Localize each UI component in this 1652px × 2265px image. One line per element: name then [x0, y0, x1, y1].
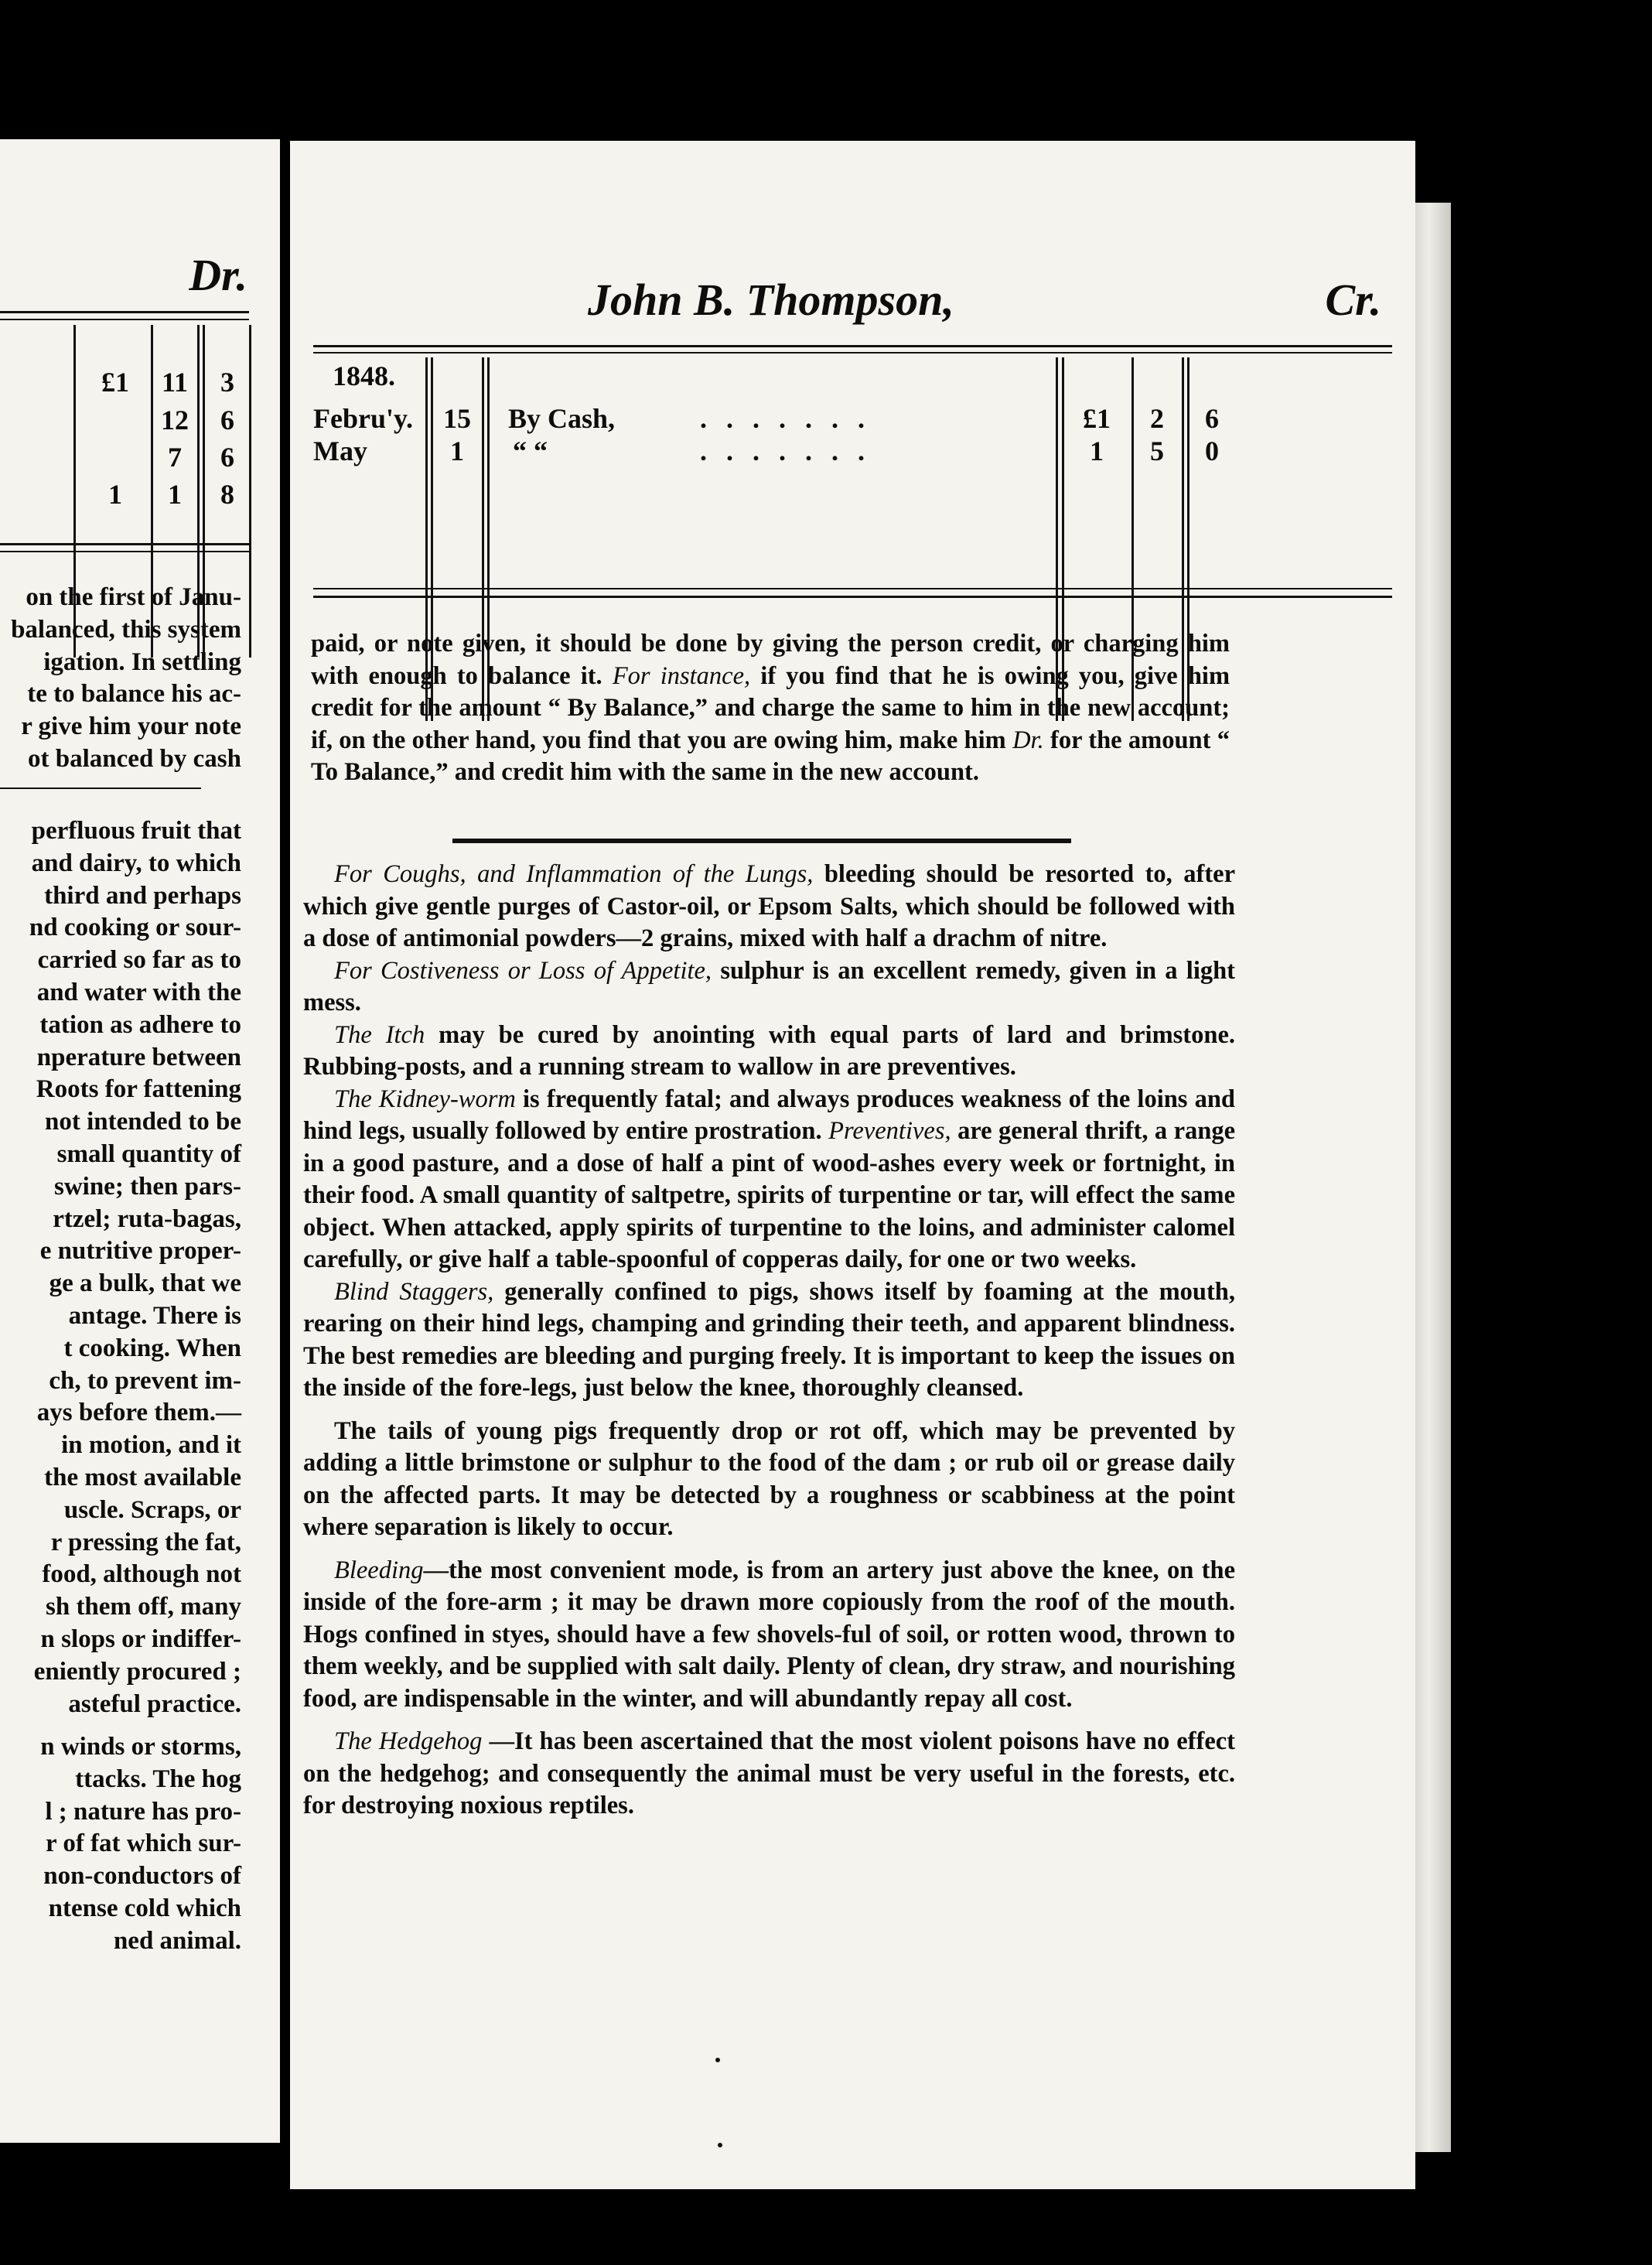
credit-heading: Cr.	[1325, 275, 1381, 325]
text-run: is frequently fatal; and always produces weakness of the loins and hind legs, usually followed by entire prostration.	[303, 1085, 1236, 1145]
text-line: uscle. Scraps, or	[63, 1495, 241, 1524]
blind-staggers-paragraph	[303, 1276, 1235, 1405]
text-line: sh them off, many	[46, 1593, 241, 1621]
balance-text	[311, 628, 1230, 789]
ledger-top-rule	[313, 345, 1392, 347]
text-line: carried so far as to	[37, 946, 241, 975]
text-line: in motion, and it	[61, 1431, 241, 1460]
text-line: small quantity of	[56, 1139, 241, 1168]
text-line: not intended to be	[45, 1108, 241, 1136]
text-line: n slops or indiffer-	[40, 1624, 241, 1653]
text-line: ge a bulk, that we	[49, 1269, 241, 1298]
text-line: r pressing the fat,	[50, 1528, 241, 1556]
left-ledger-pence: 8	[220, 479, 234, 510]
ledger-month: Febru'y.	[313, 403, 414, 434]
page-edge	[1414, 203, 1451, 2152]
text-line: r of fat which sur-	[46, 1829, 241, 1858]
text-line: e nutritive proper-	[39, 1237, 241, 1266]
ledger-bottom-rule-2	[313, 596, 1392, 598]
text-line: third and perhaps	[44, 881, 241, 910]
ledger-description: By Cash,	[508, 403, 616, 434]
text-line: on the first of Janu-	[26, 583, 241, 611]
text-line: the most available	[44, 1463, 241, 1491]
leader-dots: . . . . . . .	[700, 403, 871, 434]
ledger-description: “ “	[513, 436, 548, 466]
text-line: ned animal.	[113, 1926, 241, 1955]
left-ledger-shillings: 11	[161, 367, 188, 398]
left-ledger-pence: 6	[220, 405, 234, 436]
account-holder-heading: John B. Thompson,	[588, 275, 954, 325]
tails-paragraph	[303, 1416, 1235, 1544]
left-text-block-3	[40, 1731, 241, 1958]
left-ledger-divider	[249, 325, 251, 658]
text-line: t cooking. When	[63, 1334, 241, 1362]
text-line: eniently procured ;	[33, 1657, 241, 1686]
text-line: non-conductors of	[43, 1862, 241, 1891]
text-run: if you find that he is owing you, give him credit for the amount “ By Balance,” and charge the same to him in the new account; if, on the other hand, you find that you are owing him, make him	[311, 661, 1230, 754]
italic-run: Dr.	[1012, 726, 1044, 754]
text-line: and dairy, to which	[31, 849, 241, 877]
ledger-pounds: £1	[1083, 403, 1111, 434]
text-run: are general thrift, a range in a good pasture, and a dose of half a pint of wood-ashes every week or fortnight, in their food. A small quantity of saltpetre, spirits of turpentine or tar, will effect the same object. When attacked, apply spirits of turpentine to the loins, and administer calomel carefully, or give half a table-spoonful of copperas daily, for one or two weeks.	[303, 1117, 1236, 1273]
left-ledger-pence: 3	[220, 367, 234, 398]
text-run: may be cured by anointing with equal parts of lard and brimstone. Rubbing-posts, and a running stream to wallow in are preventives.	[303, 1020, 1236, 1081]
bleeding-paragraph	[303, 1555, 1235, 1716]
left-ledger-shillings: 7	[168, 442, 182, 473]
text-line: ays before them.—	[36, 1399, 241, 1427]
ledger-bottom-rule	[313, 588, 1392, 589]
left-section-rule	[0, 787, 201, 789]
left-text-block-2	[29, 815, 241, 1720]
page-mark	[718, 2143, 722, 2147]
left-ledger-pounds: 1	[108, 479, 122, 510]
blind-staggers-title: Blind Staggers,	[334, 1277, 494, 1306]
remedies-text	[303, 859, 1235, 1823]
text-line: balanced, this system	[11, 615, 241, 644]
text-line: antage. There is	[68, 1301, 241, 1330]
italic-run: Preventives,	[828, 1117, 951, 1145]
ledger-pence: 6	[1205, 403, 1219, 434]
text-line: rtzel; ruta-bagas,	[53, 1204, 241, 1233]
hedgehog-title: The Hedgehog	[334, 1727, 483, 1755]
text-line: nd cooking or sour-	[29, 914, 241, 942]
ledger-pence: 0	[1205, 436, 1219, 466]
text-line: and water with the	[36, 978, 241, 1006]
text-line: ntense cold which	[48, 1894, 241, 1922]
ledger-shillings: 2	[1150, 403, 1164, 434]
ledger-day: 15	[443, 403, 471, 434]
text-run: sulphur is an excellent remedy, given in a light mess.	[303, 956, 1236, 1016]
italic-run: For instance,	[612, 661, 751, 690]
text-line: ot balanced by cash	[28, 744, 241, 773]
leader-dots: . . . . . . .	[700, 436, 871, 466]
text-line: food, although not	[42, 1560, 241, 1589]
costiveness-title: For Costiveness or Loss of Appetite,	[334, 956, 712, 985]
text-run: —the most convenient mode, is from an artery just above the knee, on the inside of the fore-arm ; it may be drawn more copiously from the roof of the mouth. Hogs confined in styes, should have a few shovels-ful of soil, or rotten wood, thrown to them weekly, and be supplied with salt daily. Plenty of clean, dry straw, and nourishing food, are indispensable in the winter, and will abundantly repay all cost.	[303, 1556, 1235, 1713]
page-mark	[715, 2058, 720, 2062]
text-line: ch, to prevent im-	[49, 1366, 241, 1395]
left-ledger-bottom-rule-2	[0, 551, 249, 552]
text-line: swine; then pars-	[53, 1172, 241, 1201]
text-line: asteful practice.	[68, 1689, 241, 1718]
text-run: bleeding should be resorted to, after which give gentle purges of Castor-oil, or Epsom Salts, which should be followed with a dose of antimonial powders—2 grains, mixed with half a drachm of nitre.	[303, 860, 1235, 952]
left-page-heading: Dr.	[189, 250, 247, 300]
text-run: paid, or note given, it should be done by giving the person credit, or charging him with enough to balance it.	[311, 630, 1230, 690]
left-ledger-pence: 6	[220, 442, 234, 473]
ledger-year: 1848.	[333, 360, 395, 391]
text-line: ttacks. The hog	[75, 1765, 241, 1793]
costiveness-paragraph	[303, 955, 1235, 1020]
ledger-month: May	[313, 436, 367, 466]
text-line: l ; nature has pro-	[45, 1797, 241, 1826]
bleeding-title: Bleeding	[334, 1556, 424, 1584]
section-divider	[452, 839, 1071, 843]
left-text-block-1	[11, 582, 241, 776]
text-line: te to balance his ac-	[27, 680, 241, 709]
text-line: igation. In settling	[43, 647, 241, 676]
itch-paragraph	[303, 1020, 1235, 1084]
left-heading-rule	[0, 311, 249, 313]
left-heading-rule-2	[0, 319, 249, 320]
text-run: generally confined to pigs, shows itself by foaming at the mouth, rearing on their hind legs, champing and grinding their teeth, and apparent blindness. The best remedies are bleeding and purging freely. It is important to keep the issues on the inside of the fore-legs, just below the knee, thoroughly cleansed.	[303, 1277, 1236, 1402]
right-page	[290, 141, 1415, 2189]
text-line: perfluous fruit that	[31, 817, 241, 845]
coughs-title: For Coughs, and Inflammation of the Lungs,	[334, 860, 814, 888]
ledger-day: 1	[450, 436, 464, 466]
ledger-shillings: 5	[1150, 436, 1164, 466]
ledger-pounds: 1	[1090, 436, 1104, 466]
left-ledger-shillings: 12	[161, 405, 189, 436]
text-line: Roots for fattening	[36, 1075, 241, 1104]
kidney-worm-paragraph	[303, 1084, 1235, 1276]
left-ledger-shillings: 1	[168, 479, 182, 510]
left-ledger-pounds: £1	[101, 367, 129, 398]
text-run: —It has been ascertained that the most violent poisons have no effect on the hedgehog; and consequently the animal must be very useful in the forests, etc. for destroying noxious reptiles.	[303, 1727, 1236, 1819]
hedgehog-paragraph	[303, 1726, 1235, 1823]
coughs-paragraph	[303, 859, 1235, 955]
text-line: r give him your note	[21, 712, 241, 741]
text-line: tation as adhere to	[39, 1010, 241, 1039]
itch-title: The Itch	[334, 1020, 425, 1049]
left-page	[0, 139, 280, 2143]
text-line: nperature between	[36, 1043, 241, 1071]
text-line: n winds or storms,	[40, 1733, 241, 1761]
text-run: The tails of young pigs frequently drop or rot off, which may be prevented by adding a little brimstone or sulphur to the food of the dam ; or rub oil or grease daily on the affected parts. It may be detected by a roughness or scabbiness at the point where separation is likely to occur.	[303, 1416, 1235, 1541]
left-ledger-bottom-rule	[0, 543, 249, 545]
ledger-top-rule-2	[313, 352, 1392, 354]
kidney-worm-title: The Kidney-worm	[334, 1085, 516, 1113]
text-run: for the amount “ To Balance,” and credit him with the same in the new account.	[311, 726, 1230, 786]
balance-paragraph	[311, 628, 1230, 789]
